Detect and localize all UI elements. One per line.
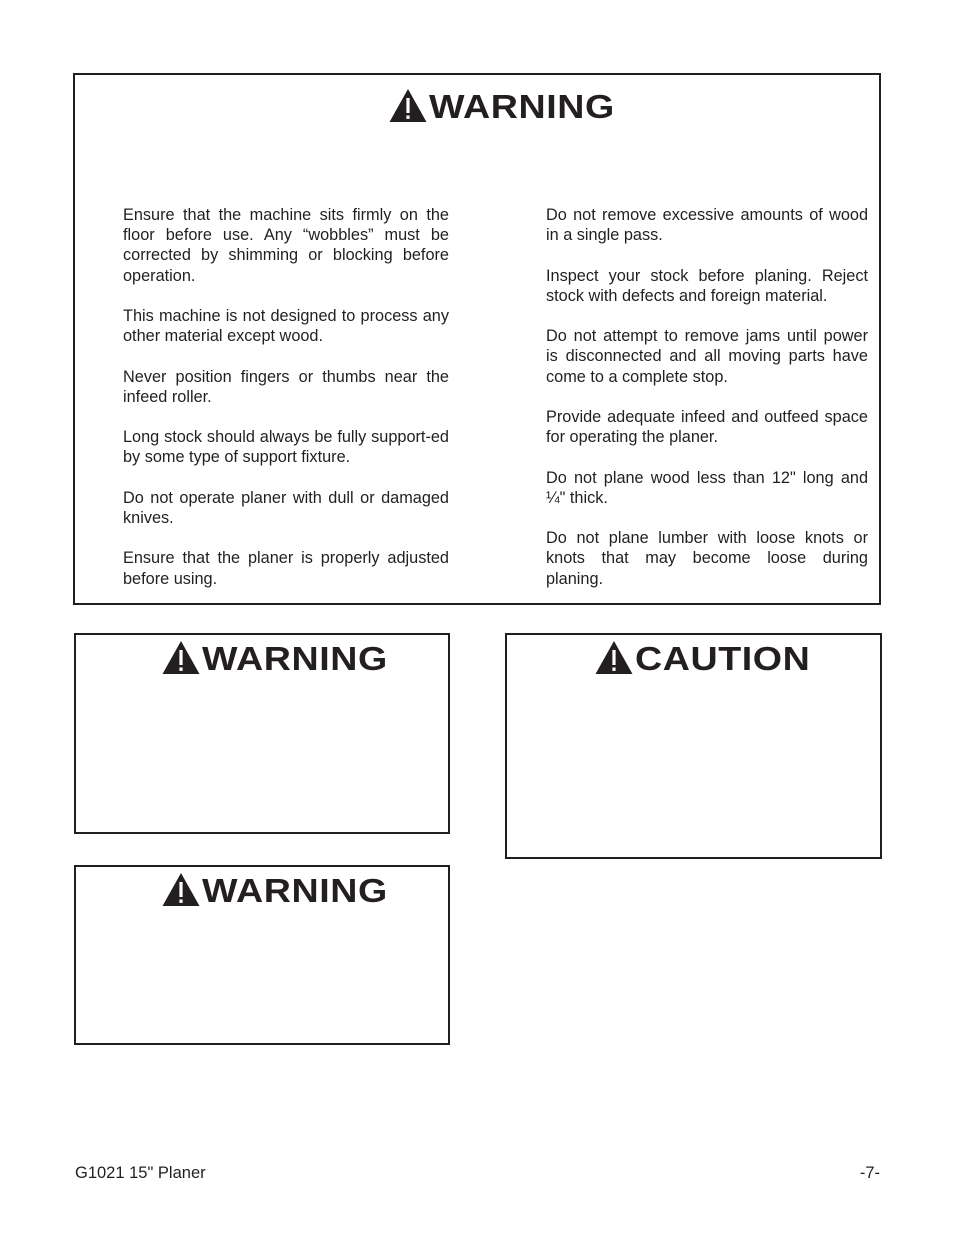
warning-title: WARNING — [202, 872, 388, 909]
warning-header — [388, 87, 615, 125]
warning-item: Do not attempt to remove jams until power is disconnected and all moving parts have come to a complete stop. — [546, 327, 868, 386]
warning-item: Do not plane wood less than 12" long and ¼" thick. — [546, 468, 868, 507]
exclamation-triangle-icon — [594, 639, 634, 675]
warning-header — [161, 639, 388, 677]
warning-item: Provide adequate infeed and outfeed space for operating the planer. — [546, 407, 868, 447]
main-warning-box — [73, 73, 881, 605]
warning-item: Inspect your stock before planing. Reject stock with defects and foreign material. — [546, 266, 868, 305]
warning-item: This machine is not designed to process any other material except wood. — [123, 307, 449, 346]
warning-item: Do not plane lumber with loose knots or knots that may become loose during planing. — [546, 529, 868, 588]
exclamation-triangle-icon — [161, 871, 201, 907]
left-column — [123, 205, 449, 589]
page-number: -7- — [859, 1164, 880, 1182]
caution-header — [594, 639, 811, 677]
warning-box-3 — [74, 865, 450, 1045]
warning-item: Do not remove excessive amounts of wood in a single pass. — [546, 206, 868, 245]
warning-item: Never position fingers or thumbs near the infeed roller. — [123, 367, 449, 406]
exclamation-triangle-icon — [161, 639, 201, 675]
warning-title: WARNING — [429, 88, 615, 125]
exclamation-triangle-icon — [388, 87, 428, 123]
warning-item: Long stock should always be fully support-ed by some type of support fixture. — [123, 428, 449, 467]
warning-box-2 — [74, 633, 450, 834]
right-column — [546, 205, 868, 589]
warning-title: WARNING — [202, 640, 388, 677]
footer-model: G1021 15" Planer — [75, 1164, 206, 1182]
warning-item: Ensure that the planer is properly adjusted before using. — [123, 549, 449, 588]
warning-header — [161, 871, 388, 909]
warning-item: Ensure that the machine sits firmly on the floor before use. Any “wobbles” must be corrected by shimming or blocking before operation. — [123, 206, 449, 285]
caution-box — [505, 633, 882, 859]
warning-item: Do not operate planer with dull or damaged knives. — [123, 488, 449, 527]
caution-title: CAUTION — [635, 640, 811, 677]
